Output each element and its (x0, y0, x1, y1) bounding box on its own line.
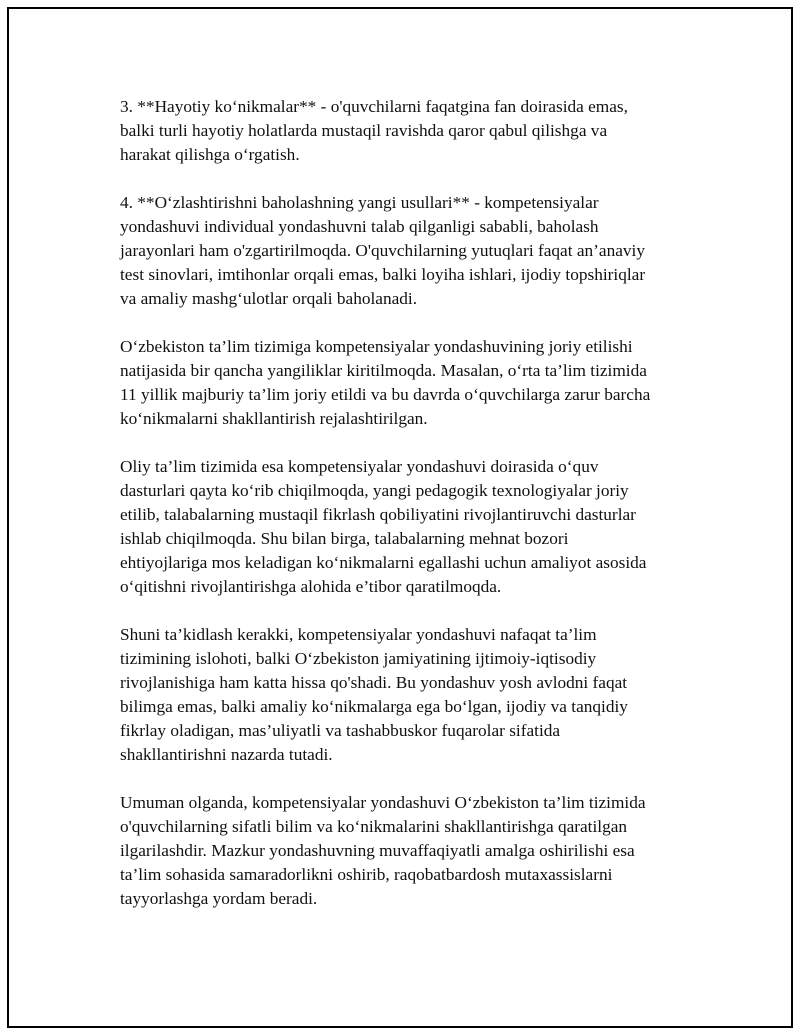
paragraph-higher-education: Oliy ta’lim tizimida esa kompetensiyalar yondashuvi doirasida o‘quv dasturlari qayta ko‘rib chiqilmoqda, yangi pedagogik texnologiyalar joriy etilib, talabalarning mustaqil fikrlash qobiliyatini rivojlantiruvchi dasturlar ishlab chiqilmoqda. Shu bilan birga, talabalarning mehnat bozori ehtiyojlariga mos keladigan ko‘nikmalarni egallashi uchun amaliyot asosida o‘qitishni rivojlantirishga alohida e’tibor qaratilmoqda. (120, 457, 647, 596)
paragraph-uzbekistan-reforms: O‘zbekiston ta’lim tizimiga kompetensiyalar yondashuvining joriy etilishi natijasida bir qancha yangiliklar kiritilmoqda. Masalan, o‘rta ta’lim tizimida 11 yillik majburiy ta’lim joriy etildi va bu davrda o‘quvchilarga zarur barcha ko‘nikmalarni shakllantirish rejalashtirilgan. (120, 337, 651, 428)
paragraph-assessment-methods: 4. **O‘zlashtirishni baholashning yangi usullari** - kompetensiyalar yondashuvi individual yondashuvni talab qilganligi sababli, baholash jarayonlari ham o'zgartirilmoqda. O'quvchilarning yutuqlari faqat an’anaviy test sinovlari, imtihonlar orqali emas, balki loyiha ishlari, ijodiy topshiriqlar va amaliy mashg‘ulotlar orqali baholanadi. (120, 193, 646, 308)
paragraph-life-skills: 3. **Hayotiy ko‘nikmalar** - o'quvchilarni faqatgina fan doirasida emas, balki turli hayotiy holatlarda mustaqil ravishda qaror qabul qilishga va harakat qilishga o‘rgatish. (120, 97, 628, 164)
paragraph-social-impact: Shuni ta’kidlash kerakki, kompetensiyalar yondashuvi nafaqat ta’lim tizimining islohoti, balki O‘zbekiston jamiyatining ijtimoiy-iqtisodiy rivojlanishiga ham katta hissa qo'shadi. Bu yondashuv yosh avlodni faqat bilimga emas, balki amaliy ko‘nikmalarga ega bo‘lgan, ijodiy va tanqidiy fikrlay oladigan, mas’uliyatli va tashabbuskor fuqarolar sifatida shakllantirishni nazarda tutadi. (120, 625, 628, 764)
page-frame (7, 7, 793, 1028)
paragraph-conclusion: Umuman olganda, kompetensiyalar yondashuvi O‘zbekiston ta’lim tizimida o'quvchilarning sifatli bilim va ko‘nikmalarini shakllantirishga qaratilgan ilgarilashdir. Mazkur yondashuvning muvaffaqiyatli amalga oshirilishi esa ta’lim sohasida samaradorlikni oshirib, raqobatbardosh mutaxassislarni tayyorlashga yordam beradi. (120, 793, 646, 908)
document-body (120, 95, 695, 935)
